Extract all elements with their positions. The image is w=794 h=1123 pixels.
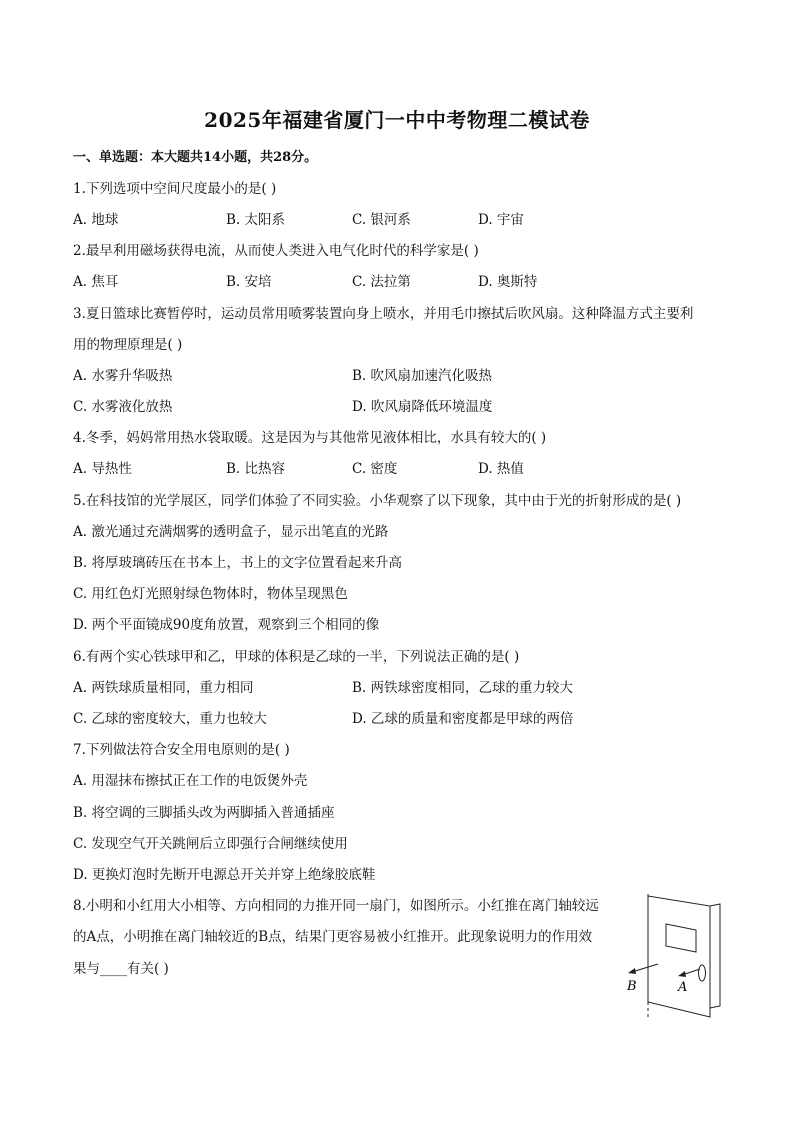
label-b: B [627,979,637,994]
question-1-option-d: D. 宇宙 [478,212,524,228]
question-2-option-d: D. 奥斯特 [478,274,538,290]
door-window [666,924,696,952]
question-5-stem: 5.在科技馆的光学展区，同学们体验了不同实验。小华观察了以下现象，其中由于光的折射形成的是( ) [73,493,682,509]
question-8-stem-line-3: 果与____有关( ) [73,961,169,977]
question-6-option-d: D. 乙球的质量和密度都是甲球的两倍 [352,711,574,727]
question-4-option-c: C. 密度 [352,461,398,477]
arrow-head-a-icon [678,971,686,977]
question-7-option-b: B. 将空调的三脚插头改为两脚插入普通插座 [73,805,335,821]
question-8-stem-line-2: 的A点，小明推在离门轴较近的B点，结果门更容易被小红推开。此现象说明力的作用效 [73,929,593,945]
question-5-option-d: D. 两个平面镜成90度角放置，观察到三个相同的像 [73,617,380,633]
force-arrow-b [632,964,658,972]
question-3-stem-line-2: 用的物理原理是( ) [73,337,183,353]
question-8-stem-line-1: 8.小明和小红用大小相等、方向相同的力推开同一扇门，如图所示。小红推在离门轴较远 [73,898,599,914]
page-title: 2025年福建省厦门一中中考物理二模试卷 [204,108,590,132]
question-1-stem: 1.下列选项中空间尺度最小的是( ) [73,181,277,197]
question-7-stem: 7.下列做法符合安全用电原则的是( ) [73,742,290,758]
question-6-option-a: A. 两铁球质量相同，重力相同 [73,680,254,696]
question-1-option-a: A. 地球 [73,212,119,228]
question-6-option-b: B. 两铁球密度相同，乙球的重力较大 [352,680,574,696]
question-4-stem: 4.冬季，妈妈常用热水袋取暖。这是因为与其他常见液体相比，水具有较大的( ) [73,430,547,446]
question-6-option-c: C. 乙球的密度较大，重力也较大 [73,711,267,727]
question-2-option-a: A. 焦耳 [73,274,119,290]
question-1-option-b: B. 太阳系 [226,212,286,228]
door-handle-icon [699,965,706,981]
label-a: A [678,980,688,995]
question-5-option-c: C. 用红色灯光照射绿色物体时，物体呈现黑色 [73,586,348,602]
question-4-option-d: D. 热值 [478,461,524,477]
question-7-option-c: C. 发现空气开关跳闸后立即强行合闸继续使用 [73,836,348,852]
question-7-option-d: D. 更换灯泡时先断开电源总开关并穿上绝缘胶底鞋 [73,867,376,883]
section-heading: 一、单选题：本大题共14小题，共28分。 [73,150,318,165]
question-3-option-a: A. 水雾升华吸热 [73,368,173,384]
question-2-option-b: B. 安培 [226,274,272,290]
question-2-stem: 2.最早利用磁场获得电流，从而使人类进入电气化时代的科学家是( ) [73,243,479,259]
door-figure [610,890,730,1025]
question-5-option-a: A. 激光通过充满烟雾的透明盒子，显示出笔直的光路 [73,524,389,540]
arrow-head-b-icon [628,968,636,974]
question-7-option-a: A. 用湿抹布擦拭正在工作的电饭煲外壳 [73,773,308,789]
door-panel [648,896,710,1017]
door-frame [710,904,720,1008]
question-6-stem: 6.有两个实心铁球甲和乙，甲球的体积是乙球的一半，下列说法正确的是( ) [73,649,520,665]
question-3-option-c: C. 水雾液化放热 [73,399,173,415]
question-4-option-b: B. 比热容 [226,461,286,477]
question-2-option-c: C. 法拉第 [352,274,411,290]
question-5-option-b: B. 将厚玻璃砖压在书本上，书上的文字位置看起来升高 [73,555,403,571]
question-3-stem-line-1: 3.夏日篮球比赛暂停时，运动员常用喷雾装置向身上喷水，并用毛巾擦拭后吹风扇。这种降温方式主要利 [73,306,694,322]
question-1-option-c: C. 银河系 [352,212,411,228]
question-3-option-d: D. 吹风扇降低环境温度 [352,399,493,415]
question-4-option-a: A. 导热性 [73,461,132,477]
question-3-option-b: B. 吹风扇加速汽化吸热 [352,368,493,384]
